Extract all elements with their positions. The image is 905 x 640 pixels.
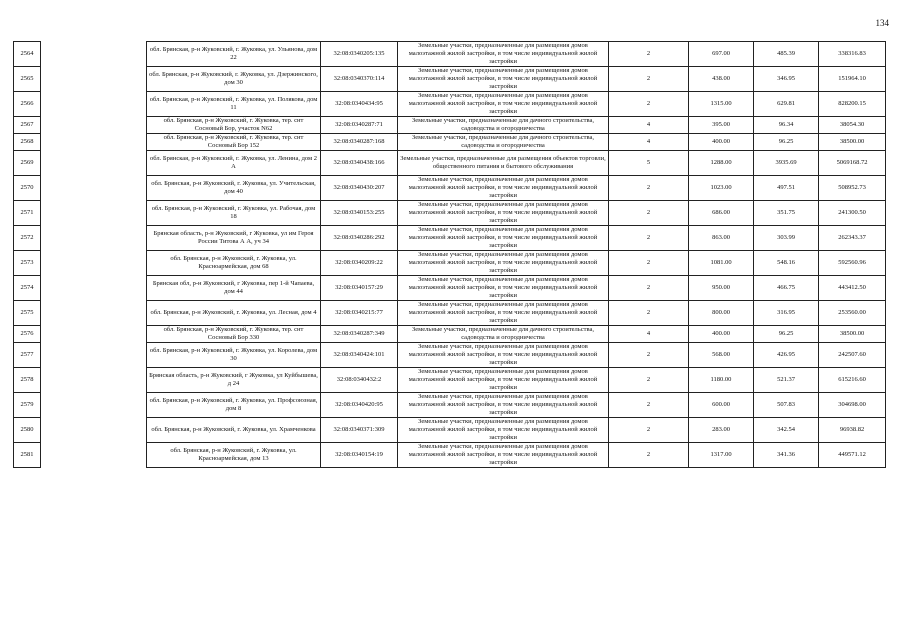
spacer-cell bbox=[41, 201, 147, 226]
group-cell: 4 bbox=[609, 134, 689, 151]
spacer-cell bbox=[41, 326, 147, 343]
address-cell: обл. Брянская, р-н Жуковский, г. Жуковка, тер. снт Сосновый Бор 152 bbox=[147, 134, 321, 151]
specific-value-cell: 346.95 bbox=[754, 67, 819, 92]
address-cell: обл. Брянская, р-н Жуковский, г. Жуковка, ул. Учительская, дом 40 bbox=[147, 176, 321, 201]
address-cell: обл. Брянская, р-н Жуковский, г. Жуковка, ул. Красноармейская, дом 13 bbox=[147, 443, 321, 468]
table-row bbox=[14, 251, 886, 276]
cadastral-number-cell: 32:08:0340371:309 bbox=[321, 418, 398, 443]
group-cell: 2 bbox=[609, 276, 689, 301]
cadastral-number-cell: 32:08:0340287:71 bbox=[321, 117, 398, 134]
group-cell: 2 bbox=[609, 368, 689, 393]
spacer-cell bbox=[41, 251, 147, 276]
area-cell: 1180.00 bbox=[689, 368, 754, 393]
land-purpose-cell: Земельные участки, предназначенные для размещения домов малоэтажной жилой застройки, в том числе индивидуальной жилой застройки bbox=[398, 443, 609, 468]
specific-value-cell: 548.16 bbox=[754, 251, 819, 276]
group-cell: 4 bbox=[609, 117, 689, 134]
table-row bbox=[14, 368, 886, 393]
group-cell: 2 bbox=[609, 201, 689, 226]
group-cell: 2 bbox=[609, 343, 689, 368]
area-cell: 1023.00 bbox=[689, 176, 754, 201]
row-number-cell: 2566 bbox=[14, 92, 41, 117]
row-number-cell: 2573 bbox=[14, 251, 41, 276]
cadastral-number-cell: 32:08:0340432:2 bbox=[321, 368, 398, 393]
row-number-cell: 2576 bbox=[14, 326, 41, 343]
land-purpose-cell: Земельные участки, предназначенные для размещения домов малоэтажной жилой застройки, в том числе индивидуальной жилой застройки bbox=[398, 176, 609, 201]
row-number-cell: 2572 bbox=[14, 226, 41, 251]
land-purpose-cell: Земельные участки, предназначенные для размещения домов малоэтажной жилой застройки, в том числе индивидуальной жилой застройки bbox=[398, 418, 609, 443]
area-cell: 697.00 bbox=[689, 42, 754, 67]
group-cell: 2 bbox=[609, 226, 689, 251]
row-number-cell: 2578 bbox=[14, 368, 41, 393]
table-row bbox=[14, 393, 886, 418]
area-cell: 1317.00 bbox=[689, 443, 754, 468]
area-cell: 568.00 bbox=[689, 343, 754, 368]
specific-value-cell: 303.99 bbox=[754, 226, 819, 251]
specific-value-cell: 497.51 bbox=[754, 176, 819, 201]
land-purpose-cell: Земельные участки, предназначенные для размещения домов малоэтажной жилой застройки, в том числе индивидуальной жилой застройки bbox=[398, 276, 609, 301]
row-number-cell: 2575 bbox=[14, 301, 41, 326]
spacer-cell bbox=[41, 343, 147, 368]
cadastral-number-cell: 32:08:0340434:95 bbox=[321, 92, 398, 117]
row-number-cell: 2570 bbox=[14, 176, 41, 201]
row-number-cell: 2577 bbox=[14, 343, 41, 368]
table-row bbox=[14, 176, 886, 201]
address-cell: обл. Брянская, р-н Жуковский, г. Жуковка, ул. Ульянова, дом 22 bbox=[147, 42, 321, 67]
cadastral-value-cell: 38500.00 bbox=[819, 134, 886, 151]
spacer-cell bbox=[41, 176, 147, 201]
address-cell: обл. Брянская, р-н Жуковский, г. Жуковка, ул. Рабочая, дом 18 bbox=[147, 201, 321, 226]
cadastral-number-cell: 32:08:0340287:349 bbox=[321, 326, 398, 343]
cadastral-number-cell: 32:08:0340215:77 bbox=[321, 301, 398, 326]
area-cell: 1081.00 bbox=[689, 251, 754, 276]
row-number-cell: 2568 bbox=[14, 134, 41, 151]
area-cell: 950.00 bbox=[689, 276, 754, 301]
cadastral-value-table bbox=[13, 41, 886, 468]
cadastral-number-cell: 32:08:0340430:207 bbox=[321, 176, 398, 201]
cadastral-value-cell: 38500.00 bbox=[819, 326, 886, 343]
cadastral-value-cell: 304698.00 bbox=[819, 393, 886, 418]
row-number-cell: 2567 bbox=[14, 117, 41, 134]
spacer-cell bbox=[41, 92, 147, 117]
address-cell: обл. Брянская, р-н Жуковский, г. Жуковка, ул. Ленина, дом 2 А bbox=[147, 151, 321, 176]
spacer-cell bbox=[41, 393, 147, 418]
cadastral-number-cell: 32:08:0340209:22 bbox=[321, 251, 398, 276]
spacer-cell bbox=[41, 301, 147, 326]
cadastral-number-cell: 32:08:0340157:29 bbox=[321, 276, 398, 301]
address-cell: Брянская обл, р-н Жуковский, г Жуковка, пер 1-й Чапаева, дом 44 bbox=[147, 276, 321, 301]
spacer-cell bbox=[41, 418, 147, 443]
specific-value-cell: 96.25 bbox=[754, 326, 819, 343]
row-number-cell: 2580 bbox=[14, 418, 41, 443]
cadastral-value-cell: 242507.60 bbox=[819, 343, 886, 368]
table-row bbox=[14, 276, 886, 301]
group-cell: 2 bbox=[609, 301, 689, 326]
cadastral-value-cell: 5069168.72 bbox=[819, 151, 886, 176]
spacer-cell bbox=[41, 276, 147, 301]
address-cell: обл. Брянская, р-н Жуковский, г. Жуковка, ул. Королева, дом 30 bbox=[147, 343, 321, 368]
address-cell: обл. Брянская, р-н Жуковский, г. Жуковка, ул. Храмченкова bbox=[147, 418, 321, 443]
table-row bbox=[14, 418, 886, 443]
address-cell: обл. Брянская, р-н Жуковский, г. Жуковка, ул. Полякова, дом 11 bbox=[147, 92, 321, 117]
land-purpose-cell: Земельные участки, предназначенные для размещения домов малоэтажной жилой застройки, в том числе индивидуальной жилой застройки bbox=[398, 301, 609, 326]
cadastral-number-cell: 32:08:0340424:101 bbox=[321, 343, 398, 368]
table-row bbox=[14, 151, 886, 176]
cadastral-number-cell: 32:08:0340153:255 bbox=[321, 201, 398, 226]
table-row bbox=[14, 326, 886, 343]
cadastral-value-cell: 38054.30 bbox=[819, 117, 886, 134]
cadastral-number-cell: 32:08:0340370:114 bbox=[321, 67, 398, 92]
specific-value-cell: 96.34 bbox=[754, 117, 819, 134]
specific-value-cell: 342.54 bbox=[754, 418, 819, 443]
address-cell: Брянская область, р-н Жуковский, г Жуковка, ул им Героя России Титова А А, уч 34 bbox=[147, 226, 321, 251]
cadastral-number-cell: 32:08:0340286:292 bbox=[321, 226, 398, 251]
table-row bbox=[14, 67, 886, 92]
cadastral-value-cell: 592560.96 bbox=[819, 251, 886, 276]
specific-value-cell: 507.83 bbox=[754, 393, 819, 418]
area-cell: 600.00 bbox=[689, 393, 754, 418]
land-purpose-cell: Земельные участки, предназначенные для размещения домов малоэтажной жилой застройки, в том числе индивидуальной жилой застройки bbox=[398, 42, 609, 67]
group-cell: 4 bbox=[609, 326, 689, 343]
table-row bbox=[14, 42, 886, 67]
address-cell: обл. Брянская, р-н Жуковский, г. Жуковка, ул. Дзержинского, дом 30 bbox=[147, 67, 321, 92]
row-number-cell: 2565 bbox=[14, 67, 41, 92]
cadastral-number-cell: 32:08:0340154:19 bbox=[321, 443, 398, 468]
cadastral-value-cell: 828200.15 bbox=[819, 92, 886, 117]
table-row bbox=[14, 301, 886, 326]
cadastral-value-cell: 443412.50 bbox=[819, 276, 886, 301]
cadastral-value-cell: 508952.73 bbox=[819, 176, 886, 201]
spacer-cell bbox=[41, 67, 147, 92]
row-number-cell: 2564 bbox=[14, 42, 41, 67]
land-purpose-cell: Земельные участки, предназначенные для размещения домов малоэтажной жилой застройки, в том числе индивидуальной жилой застройки bbox=[398, 368, 609, 393]
area-cell: 395.00 bbox=[689, 117, 754, 134]
cadastral-value-cell: 615216.60 bbox=[819, 368, 886, 393]
spacer-cell bbox=[41, 151, 147, 176]
specific-value-cell: 96.25 bbox=[754, 134, 819, 151]
row-number-cell: 2579 bbox=[14, 393, 41, 418]
land-purpose-cell: Земельные участки, предназначенные для дачного строительства, садоводства и огородничества bbox=[398, 326, 609, 343]
group-cell: 2 bbox=[609, 393, 689, 418]
address-cell: Брянская область, р-н Жуковский, г Жуковка, ул Куйбышева, д 24 bbox=[147, 368, 321, 393]
area-cell: 686.00 bbox=[689, 201, 754, 226]
spacer-cell bbox=[41, 443, 147, 468]
table-row bbox=[14, 201, 886, 226]
address-cell: обл. Брянская, р-н Жуковский, г. Жуковка, ул. Профсоюзная, дом 8 bbox=[147, 393, 321, 418]
cadastral-number-cell: 32:08:0340438:166 bbox=[321, 151, 398, 176]
table-row bbox=[14, 134, 886, 151]
table-row bbox=[14, 443, 886, 468]
row-number-cell: 2569 bbox=[14, 151, 41, 176]
land-purpose-cell: Земельные участки, предназначенные для размещения домов малоэтажной жилой застройки, в том числе индивидуальной жилой застройки bbox=[398, 67, 609, 92]
cadastral-number-cell: 32:08:0340420:95 bbox=[321, 393, 398, 418]
area-cell: 1315.00 bbox=[689, 92, 754, 117]
spacer-cell bbox=[41, 368, 147, 393]
area-cell: 283.00 bbox=[689, 418, 754, 443]
page-number: 134 bbox=[875, 18, 889, 28]
specific-value-cell: 466.75 bbox=[754, 276, 819, 301]
cadastral-value-cell: 96938.82 bbox=[819, 418, 886, 443]
cadastral-value-cell: 262343.37 bbox=[819, 226, 886, 251]
land-purpose-cell: Земельные участки, предназначенные для размещения домов малоэтажной жилой застройки, в том числе индивидуальной жилой застройки bbox=[398, 226, 609, 251]
specific-value-cell: 521.37 bbox=[754, 368, 819, 393]
area-cell: 438.00 bbox=[689, 67, 754, 92]
land-purpose-cell: Земельные участки, предназначенные для размещения домов малоэтажной жилой застройки, в том числе индивидуальной жилой застройки bbox=[398, 251, 609, 276]
cadastral-number-cell: 32:08:0340287:168 bbox=[321, 134, 398, 151]
area-cell: 1288.00 bbox=[689, 151, 754, 176]
group-cell: 2 bbox=[609, 42, 689, 67]
spacer-cell bbox=[41, 117, 147, 134]
table-row bbox=[14, 117, 886, 134]
table-row bbox=[14, 92, 886, 117]
land-purpose-cell: Земельные участки, предназначенные для размещения домов малоэтажной жилой застройки, в том числе индивидуальной жилой застройки bbox=[398, 201, 609, 226]
area-cell: 800.00 bbox=[689, 301, 754, 326]
group-cell: 2 bbox=[609, 67, 689, 92]
land-purpose-cell: Земельные участки, предназначенные для размещения домов малоэтажной жилой застройки, в том числе индивидуальной жилой застройки bbox=[398, 393, 609, 418]
specific-value-cell: 629.81 bbox=[754, 92, 819, 117]
land-purpose-cell: Земельные участки, предназначенные для размещения домов малоэтажной жилой застройки, в том числе индивидуальной жилой застройки bbox=[398, 92, 609, 117]
area-cell: 400.00 bbox=[689, 326, 754, 343]
address-cell: обл. Брянская, р-н Жуковский, г. Жуковка, тер. снт Сосновый Бор, участок N62 bbox=[147, 117, 321, 134]
group-cell: 2 bbox=[609, 92, 689, 117]
land-purpose-cell: Земельные участки, предназначенные для размещения объектов торговли, общественного питания и бытового обслуживания bbox=[398, 151, 609, 176]
address-cell: обл. Брянская, р-н Жуковский, г. Жуковка, ул. Красноармейская, дом 68 bbox=[147, 251, 321, 276]
land-purpose-cell: Земельные участки, предназначенные для дачного строительства, садоводства и огородничества bbox=[398, 117, 609, 134]
specific-value-cell: 426.95 bbox=[754, 343, 819, 368]
cadastral-value-cell: 253560.00 bbox=[819, 301, 886, 326]
cadastral-number-cell: 32:08:0340205:135 bbox=[321, 42, 398, 67]
row-number-cell: 2581 bbox=[14, 443, 41, 468]
table-row bbox=[14, 226, 886, 251]
specific-value-cell: 3935.69 bbox=[754, 151, 819, 176]
land-purpose-cell: Земельные участки, предназначенные для дачного строительства, садоводства и огородничества bbox=[398, 134, 609, 151]
spacer-cell bbox=[41, 226, 147, 251]
cadastral-value-cell: 241300.50 bbox=[819, 201, 886, 226]
specific-value-cell: 341.36 bbox=[754, 443, 819, 468]
group-cell: 2 bbox=[609, 176, 689, 201]
specific-value-cell: 316.95 bbox=[754, 301, 819, 326]
group-cell: 5 bbox=[609, 151, 689, 176]
specific-value-cell: 351.75 bbox=[754, 201, 819, 226]
area-cell: 400.00 bbox=[689, 134, 754, 151]
row-number-cell: 2571 bbox=[14, 201, 41, 226]
row-number-cell: 2574 bbox=[14, 276, 41, 301]
area-cell: 863.00 bbox=[689, 226, 754, 251]
cadastral-value-cell: 338316.83 bbox=[819, 42, 886, 67]
table-row bbox=[14, 343, 886, 368]
group-cell: 2 bbox=[609, 251, 689, 276]
group-cell: 2 bbox=[609, 443, 689, 468]
land-purpose-cell: Земельные участки, предназначенные для размещения домов малоэтажной жилой застройки, в том числе индивидуальной жилой застройки bbox=[398, 343, 609, 368]
cadastral-value-cell: 449571.12 bbox=[819, 443, 886, 468]
address-cell: обл. Брянская, р-н Жуковский, г. Жуковка, тер. снт Сосновый Бор 330 bbox=[147, 326, 321, 343]
cadastral-value-cell: 151964.10 bbox=[819, 67, 886, 92]
group-cell: 2 bbox=[609, 418, 689, 443]
address-cell: обл. Брянская, р-н Жуковский, г. Жуковка, ул. Лесная, дом 4 bbox=[147, 301, 321, 326]
specific-value-cell: 485.39 bbox=[754, 42, 819, 67]
spacer-cell bbox=[41, 134, 147, 151]
spacer-cell bbox=[41, 42, 147, 67]
